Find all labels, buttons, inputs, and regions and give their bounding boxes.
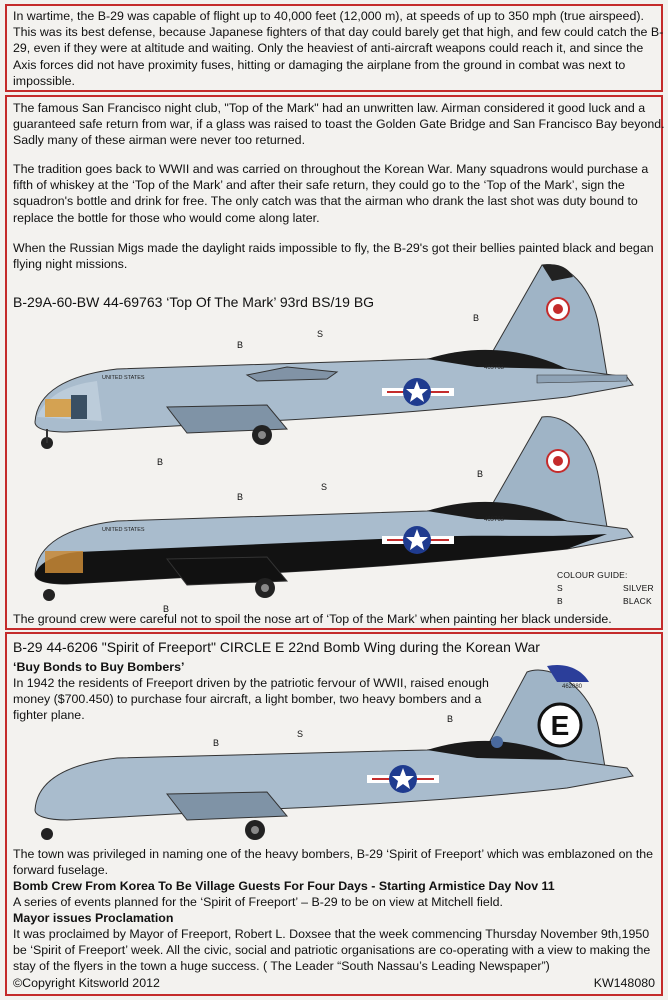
top-of-mark-caption: The ground crew were careful not to spoil the nose art of ‘Top of the Mark’ when painting her black underside. bbox=[13, 612, 612, 626]
callout-b-5: B bbox=[477, 469, 484, 479]
colour-guide-s-name: SILVER bbox=[623, 583, 654, 593]
freeport-paragraph-4: It was proclaimed by Mayor of Freeport, Robert L. Doxsee that the week commencing Thursday November 9th,1950 be ‘Spirit of Freeport’ week. All the civic, social and patriotic organisations are co-operating with a view to making the stay of the flyers in the town a huge success. ( The Leader “South Nassau’s Leading Newspaper”) bbox=[13, 927, 651, 974]
copyright: ©Copyright Kitsworld 2012 bbox=[13, 976, 160, 990]
colour-guide bbox=[557, 569, 657, 608]
serial-2: 469763 bbox=[484, 517, 505, 523]
freeport-paragraph-1: In 1942 the residents of Freeport driven by the patriotic fervour of WWII, raised enough money ($700.450) to purchase four aircraft, a light bomber, two heavy bombers and a fighter plane. bbox=[13, 676, 489, 723]
b29-top-of-mark-black-underside-profile bbox=[7, 412, 647, 612]
callout-b-8: B bbox=[213, 738, 220, 748]
top-of-mark-paragraph-1: The famous San Francisco night club, "Top of the Mark" had an unwritten law. Airman considered it good luck and a guaranteed safe return from war, if a glass was raised to toast the Golden Gate Bridge and San Francisco Bay beyond. Sadly many of these airman were never too returned. bbox=[13, 101, 665, 148]
freeport-paragraph-2: The town was privileged in naming one of the heavy bombers, B-29 ‘Spirit of Freeport’ which was emblazoned on the forward fuselage. bbox=[13, 847, 654, 878]
intro-text: In wartime, the B-29 was capable of flight up to 40,000 feet (12,000 m), at speeds of up to 350 mph (true airspeed). This was its best defense, because Japanese fighters of that day could barely get that high, and few could catch the B-29, even if they were at altitude and waiting. Only the heaviest of anti-aircraft weapons could reach it, and since the Axis forces did not have proximity fuses, hitting or damaging the airplane from the ground in combat was next to impossible. bbox=[13, 9, 664, 88]
top-of-the-mark-panel bbox=[5, 95, 663, 630]
callout-b-2: B bbox=[473, 313, 480, 323]
callout-s-2: S bbox=[321, 482, 328, 492]
serial-1: 469763 bbox=[484, 365, 505, 371]
freeport-heading-2: Bomb Crew From Korea To Be Village Guests For Four Days - Starting Armistice Day Nov 11 bbox=[13, 879, 555, 893]
serial-3: 462080 bbox=[562, 684, 583, 690]
callout-b-4: B bbox=[237, 492, 244, 502]
colour-guide-title: COLOUR GUIDE: bbox=[557, 570, 628, 580]
freeport-paragraph-3: A series of events planned for the ‘Spirit of Freeport’ – B-29 to be on view at Mitchell field. bbox=[13, 895, 503, 909]
unit-badge bbox=[491, 736, 503, 748]
aircraft-1-body bbox=[35, 264, 633, 433]
colour-guide-b-name: BLACK bbox=[623, 596, 652, 606]
callout-b-1: B bbox=[237, 340, 244, 350]
spirit-of-freeport-panel bbox=[5, 632, 663, 996]
kit-code: KW148080 bbox=[593, 976, 655, 990]
callout-b-7: B bbox=[447, 714, 454, 724]
nose-lettering-2: UNITED STATES bbox=[102, 527, 145, 533]
colour-guide-s-code: S bbox=[557, 583, 563, 593]
callout-s-3: S bbox=[297, 729, 304, 739]
top-of-mark-paragraph-3: When the Russian Migs made the daylight raids impossible to fly, the B-29's got their bellies painted black and began flying night missions. bbox=[13, 241, 654, 272]
callout-b-6: B bbox=[163, 604, 170, 614]
nose-lettering-1: UNITED STATES bbox=[102, 375, 145, 381]
aircraft-title-freeport: B-29 44-6206 "Spirit of Freeport" CIRCLE E 22nd Bomb Wing during the Korean War bbox=[13, 639, 540, 655]
colour-guide-b-code: B bbox=[557, 596, 563, 606]
freeport-heading-3: Mayor issues Proclamation bbox=[13, 911, 174, 925]
callout-s-1: S bbox=[317, 329, 324, 339]
b29-spirit-of-freeport-profile bbox=[7, 652, 647, 852]
aircraft-title-top-of-mark: B-29A-60-BW 44-69763 ‘Top Of The Mark’ 93rd BS/19 BG bbox=[13, 294, 375, 310]
intro-panel bbox=[5, 4, 663, 92]
callout-b-3: B bbox=[157, 457, 164, 467]
circle-e-letter: E bbox=[550, 710, 570, 741]
freeport-subheading: ‘Buy Bonds to Buy Bombers’ bbox=[13, 660, 185, 674]
top-of-mark-paragraph-2: The tradition goes back to WWII and was carried on throughout the Korean War. Many squadrons would purchase a fifth of whiskey at the ‘Top of the Mark’ and after their safe return, they could go to the ‘Top of the Mark’, sign the squadron's bottle and drink for free. The only catch was that the airman who drank the last shot was duty bound to replace the bottle for those who would come along later. bbox=[13, 162, 649, 225]
